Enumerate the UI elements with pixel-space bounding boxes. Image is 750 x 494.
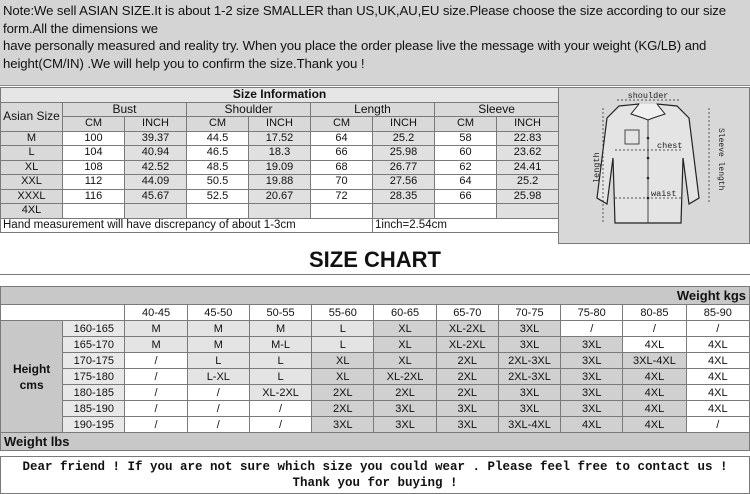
- size-row: [1, 175, 559, 190]
- size-cell: M: [249, 321, 311, 337]
- size-label: XL: [1, 160, 63, 175]
- size-cell: 22.83: [497, 131, 559, 146]
- size-cell: /: [249, 417, 311, 433]
- size-cell: 4XL: [623, 385, 686, 401]
- size-cell: 3XL: [312, 417, 374, 433]
- size-cell: /: [125, 401, 187, 417]
- weight-header: 80-85: [623, 305, 686, 321]
- size-cell: 40.94: [125, 146, 187, 161]
- size-cell: 17.52: [249, 131, 311, 146]
- weight-header: 40-45: [125, 305, 187, 321]
- size-cell: M: [125, 321, 187, 337]
- size-cell: 25.2: [373, 131, 435, 146]
- size-cell: M: [187, 321, 249, 337]
- size-cell: 2XL: [436, 385, 498, 401]
- size-cell: L: [249, 353, 311, 369]
- unit-header: CM: [187, 117, 249, 132]
- size-label: M: [1, 131, 63, 146]
- size-cell: 23.62: [497, 146, 559, 161]
- height-row: [1, 369, 750, 385]
- size-cell: /: [623, 321, 686, 337]
- height-range: 180-185: [63, 385, 125, 401]
- size-cell: 27.56: [373, 175, 435, 190]
- size-cell: 60: [435, 146, 497, 161]
- height-range: 190-195: [63, 417, 125, 433]
- size-cell: 4XL: [623, 337, 686, 353]
- sleeve-length-label: Sleeve length: [716, 128, 725, 191]
- size-cell: 2XL: [312, 401, 374, 417]
- weight-header: 85-90: [686, 305, 749, 321]
- shirt-measurement-diagram: [558, 87, 750, 244]
- size-cell: 70: [311, 175, 373, 190]
- size-cell: 116: [63, 189, 125, 204]
- size-cell: /: [561, 321, 623, 337]
- contact-line-1: Dear friend ! If you are not sure which size you could wear . Please feel free to contact us !: [22, 460, 728, 474]
- size-cell: 19.88: [249, 175, 311, 190]
- size-row: [1, 146, 559, 161]
- size-cell: 25.2: [497, 175, 559, 190]
- size-cell: 4XL: [686, 369, 749, 385]
- unit-header: CM: [63, 117, 125, 132]
- size-cell: 2XL-3XL: [498, 353, 560, 369]
- chest-label: chest: [657, 141, 683, 151]
- size-cell: 68: [311, 160, 373, 175]
- size-cell: /: [187, 385, 249, 401]
- size-cell: 3XL: [561, 337, 623, 353]
- size-cell: 2XL: [436, 369, 498, 385]
- size-cell: 18.3: [249, 146, 311, 161]
- size-cell: /: [187, 401, 249, 417]
- size-cell: 3XL: [561, 369, 623, 385]
- group-length: Length: [311, 102, 435, 117]
- size-cell: 24.41: [497, 160, 559, 175]
- size-cell: XL: [374, 337, 436, 353]
- size-cell: 50.5: [187, 175, 249, 190]
- size-cell: 4XL: [623, 417, 686, 433]
- height-row: [1, 417, 750, 433]
- size-cell: 20.67: [249, 189, 311, 204]
- waist-label: waist: [651, 189, 677, 199]
- size-cell: XL: [374, 353, 436, 369]
- size-cell: 52.5: [187, 189, 249, 204]
- size-cell: 104: [63, 146, 125, 161]
- unit-header: INCH: [249, 117, 311, 132]
- size-cell: 100: [63, 131, 125, 146]
- size-cell: /: [249, 401, 311, 417]
- size-cell: 2XL: [436, 353, 498, 369]
- shirt-icon: [559, 88, 749, 243]
- size-row: [1, 189, 559, 204]
- size-cell: 3XL: [561, 401, 623, 417]
- note-line-1: Note:We sell ASIAN SIZE.It is about 1-2 size SMALLER than US,UK,AU,EU size.Please choose the size according to our size form.All the dimensions we: [3, 3, 727, 36]
- size-cell: 2XL: [312, 385, 374, 401]
- size-cell: 3XL: [561, 385, 623, 401]
- height-row: [1, 401, 750, 417]
- size-cell: 64: [311, 131, 373, 146]
- unit-header: CM: [311, 117, 373, 132]
- size-cell: 48.5: [187, 160, 249, 175]
- contact-message: [0, 456, 750, 494]
- group-sleeve: Sleeve: [435, 102, 559, 117]
- size-cell: 44.5: [187, 131, 249, 146]
- size-cell: 3XL: [498, 321, 560, 337]
- size-cell: L-XL: [187, 369, 249, 385]
- size-information-section: [0, 87, 558, 233]
- height-row: [1, 337, 750, 353]
- height-range: 160-165: [63, 321, 125, 337]
- size-cell: [249, 204, 311, 219]
- size-cell: [187, 204, 249, 219]
- size-cell: 4XL: [561, 417, 623, 433]
- size-cell: /: [125, 417, 187, 433]
- size-cell: 3XL: [498, 337, 560, 353]
- size-cell: 4XL: [623, 369, 686, 385]
- height-range: 170-175: [63, 353, 125, 369]
- size-cell: /: [686, 321, 749, 337]
- size-cell: [435, 204, 497, 219]
- size-cell: 19.09: [249, 160, 311, 175]
- size-cell: /: [187, 417, 249, 433]
- unit-header: INCH: [497, 117, 559, 132]
- size-cell: XL-2XL: [249, 385, 311, 401]
- size-cell: XL-2XL: [436, 337, 498, 353]
- weight-header: 50-55: [249, 305, 311, 321]
- shoulder-label: shoulder: [627, 91, 669, 101]
- size-cell: [497, 204, 559, 219]
- weight-height-table: [0, 286, 750, 451]
- size-cell: 2XL: [374, 385, 436, 401]
- size-cell: 58: [435, 131, 497, 146]
- size-cell: /: [125, 385, 187, 401]
- weight-header: 70-75: [498, 305, 560, 321]
- unit-header: CM: [435, 117, 497, 132]
- size-cell: [125, 204, 187, 219]
- size-cell: 108: [63, 160, 125, 175]
- inch-conversion-note: 1inch=2.54cm: [373, 218, 559, 233]
- size-chart-title: SIZE CHART: [0, 245, 750, 275]
- size-label: L: [1, 146, 63, 161]
- size-information-table: [0, 87, 559, 233]
- size-row: [1, 160, 559, 175]
- size-cell: 46.5: [187, 146, 249, 161]
- weight-kgs-label: Weight kgs: [1, 287, 750, 305]
- weight-header: 75-80: [561, 305, 623, 321]
- size-cell: 3XL-4XL: [498, 417, 560, 433]
- weight-header: 55-60: [312, 305, 374, 321]
- size-cell: [311, 204, 373, 219]
- size-information-title: Size Information: [1, 88, 559, 103]
- height-range: 165-170: [63, 337, 125, 353]
- size-cell: 4XL: [686, 385, 749, 401]
- weight-height-section: [0, 286, 750, 451]
- size-cell: 4XL: [686, 401, 749, 417]
- measurement-note: Hand measurement will have discrepancy of about 1-3cm: [1, 218, 373, 233]
- size-cell: M: [187, 337, 249, 353]
- height-row: [1, 353, 750, 369]
- size-cell: M: [125, 337, 187, 353]
- size-label: XXXL: [1, 189, 63, 204]
- height-row: [1, 321, 750, 337]
- size-cell: 112: [63, 175, 125, 190]
- height-label-cell: [1, 321, 63, 433]
- weight-header: 60-65: [374, 305, 436, 321]
- size-label: XXL: [1, 175, 63, 190]
- size-cell: [373, 204, 435, 219]
- contact-line-2: Thank you for buying !: [292, 476, 458, 490]
- size-cell: M-L: [249, 337, 311, 353]
- size-cell: 25.98: [373, 146, 435, 161]
- size-cell: XL-2XL: [374, 369, 436, 385]
- size-cell: 3XL: [436, 401, 498, 417]
- size-cell: 25.98: [497, 189, 559, 204]
- size-cell: XL: [374, 321, 436, 337]
- weight-header: 45-50: [187, 305, 249, 321]
- group-shoulder: Shoulder: [187, 102, 311, 117]
- size-cell: 3XL: [374, 417, 436, 433]
- size-cell: 3XL: [561, 353, 623, 369]
- size-cell: 66: [435, 189, 497, 204]
- size-cell: [63, 204, 125, 219]
- size-row: [1, 131, 559, 146]
- size-cell: 4XL: [686, 353, 749, 369]
- size-cell: XL-2XL: [436, 321, 498, 337]
- size-cell: 28.35: [373, 189, 435, 204]
- size-cell: 45.67: [125, 189, 187, 204]
- weight-lbs-label: Weight lbs: [1, 433, 750, 451]
- size-cell: /: [125, 353, 187, 369]
- note-line-2: have personally measured and reality try. When you place the order please live the message with your weight (KG/LB) and height(CM/IN) .We will help you to confirm the size.Thank you !: [3, 38, 707, 71]
- size-cell: 66: [311, 146, 373, 161]
- size-cell: 42.52: [125, 160, 187, 175]
- size-cell: 3XL: [498, 401, 560, 417]
- height-row: [1, 385, 750, 401]
- size-cell: /: [686, 417, 749, 433]
- size-cell: L: [249, 369, 311, 385]
- size-cell: XL: [312, 369, 374, 385]
- size-cell: 3XL: [374, 401, 436, 417]
- asian-size-label: Asian Size: [1, 102, 63, 131]
- size-row: [1, 204, 559, 219]
- size-cell: 3XL: [498, 385, 560, 401]
- size-cell: 3XL-4XL: [623, 353, 686, 369]
- size-cell: 2XL-3XL: [498, 369, 560, 385]
- size-label: 4XL: [1, 204, 63, 219]
- height-range: 175-180: [63, 369, 125, 385]
- size-cell: 4XL: [686, 337, 749, 353]
- height-unit: cms: [19, 377, 44, 392]
- size-cell: 3XL: [436, 417, 498, 433]
- size-cell: 44.09: [125, 175, 187, 190]
- unit-header: INCH: [373, 117, 435, 132]
- size-cell: L: [312, 337, 374, 353]
- size-cell: 64: [435, 175, 497, 190]
- weight-header: 65-70: [436, 305, 498, 321]
- size-cell: 26.77: [373, 160, 435, 175]
- size-cell: 62: [435, 160, 497, 175]
- corner-cell: [1, 305, 125, 321]
- size-cell: 39.37: [125, 131, 187, 146]
- unit-header: INCH: [125, 117, 187, 132]
- group-bust: Bust: [63, 102, 187, 117]
- size-cell: XL: [312, 353, 374, 369]
- height-range: 185-190: [63, 401, 125, 417]
- height-label: Height: [12, 361, 51, 376]
- size-cell: L: [312, 321, 374, 337]
- size-cell: /: [125, 369, 187, 385]
- size-note: [0, 0, 750, 86]
- length-label: length: [592, 152, 602, 183]
- size-cell: 72: [311, 189, 373, 204]
- size-cell: 4XL: [623, 401, 686, 417]
- size-cell: L: [187, 353, 249, 369]
